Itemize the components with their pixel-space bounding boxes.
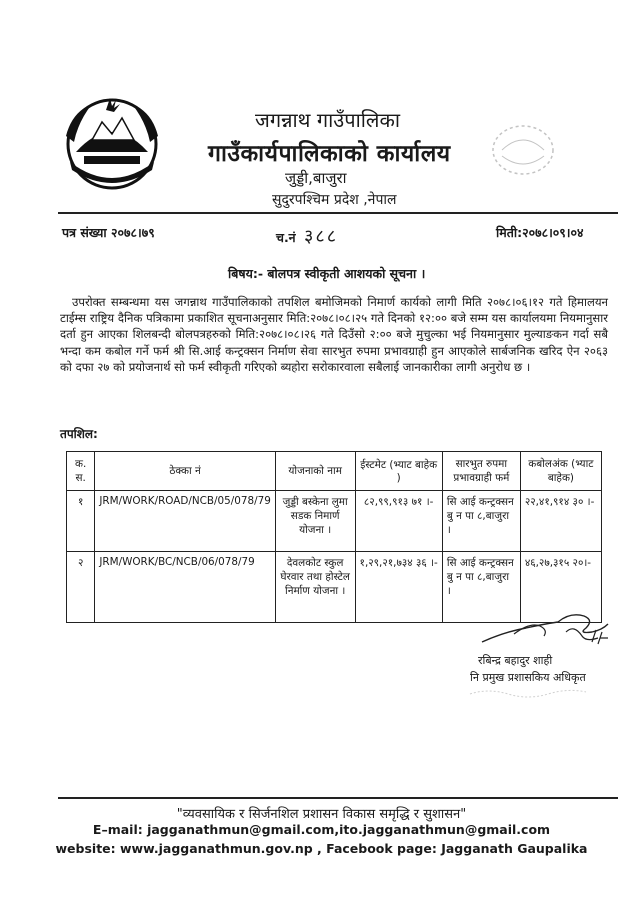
notice-body <box>60 294 608 375</box>
cell-estimate: १,२९,२१,७३४ ३६ ।- <box>355 552 442 623</box>
handwritten-signature-icon <box>474 602 614 654</box>
cell-contract-no: JRM/WORK/ROAD/NCB/05/078/79 <box>95 491 276 552</box>
letter-number: पत्र संख्या २०७८।७९ <box>62 225 155 240</box>
signatory-name: रबिन्द्र बहादुर शाही <box>478 654 553 667</box>
table-row <box>67 491 602 552</box>
faded-stamp-icon <box>488 120 558 180</box>
faded-stamp-icon <box>468 686 588 700</box>
header-sn: क. स. <box>67 452 95 491</box>
header-bid-amount: कबोलअंक (भ्याट बाहेक) <box>520 452 601 491</box>
dispatch-label: च.नं <box>276 230 296 245</box>
cell-firm: सि आई कन्ट्रक्सन बु न पा ८,बाजुरा । <box>442 491 520 552</box>
nepal-government-emblem-icon <box>62 92 162 192</box>
office-location: जुड्डी,बाजुरा <box>285 169 347 187</box>
footer-motto: "व्यवसायिक र सिर्जनशिल प्रशासन विकास समृद्धि र सुशासन" <box>176 807 467 822</box>
office-name: गाउँकार्यपालिकाको कार्यालय <box>208 141 451 167</box>
cell-firm: सि आई कन्ट्रक्सन बु न पा ८,बाजुरा । <box>442 552 520 623</box>
footer-divider <box>58 797 618 799</box>
header-responsive-firm: सारभुत रुपमा प्रभावग्राही फर्म <box>442 452 520 491</box>
footer-website: website: www.jagganathmun.gov.np , Facebook page: Jagganath Gaupalika <box>55 841 588 856</box>
signatory-title: नि प्रमुख प्रशासकिय अधिकृत <box>470 671 586 684</box>
dispatch-value: ३८८ <box>303 226 339 247</box>
notice-body-text: उपरोक्त सम्बन्धमा यस जगन्नाथ गाउँपालिकाको तपशिल बमोजिमको निमार्ण कार्यको लागी मिति २०७८।०६।१२ गते हिमालयन टाईम्स राष्ट्रिय दैनिक पत्रिकामा प्रकाशित सूचनाअनुसार मिति:२०७८।०८।२५ गते दिनको १२:०० बजे सम्म यस कार्यालयमा नियमानुसार दर्ता हुन आएका शिलबन्दी बोलपत्रहरुको मिति:२०७८।०८।२६ गते दिउँसो २:०० बजे मुचुल्का भई नियमानुसार मुल्याङकन गर्दा सबै भन्दा कम कबोल गर्ने फर्म श्री सि.आई कन्ट्रक्सन निर्माण सेवा सारभुत रुपमा प्रभावग्राही हुन आएकोले सार्बजनिक खरिद ऐन २०६३ को दफा २७ को प्रयोजनार्थ सो फर्म स्वीकृती गरिएको ब्यहोरा सरोकारवाला सबैलाई जानकारीका लागी अनुरोध छ । <box>60 295 608 374</box>
letter-date: मिती:२०७८।०९।०४ <box>496 225 584 240</box>
municipality-name: जगन्नाथ गाउँपालिका <box>255 108 401 132</box>
cell-project-name: जुड्डी बस्केना लुमा सडक निमार्ण योजना । <box>275 491 355 552</box>
footer-email: E–mail: jagganathmun@gmail.com,ito.jagganathmun@gmail.com <box>92 822 551 837</box>
dispatch-number <box>276 224 338 248</box>
bid-table <box>66 451 602 623</box>
header-contract-no: ठेक्का नं <box>95 452 276 491</box>
cell-bid-amount: ४६,२७,३१५ २०।- <box>520 552 601 623</box>
table-header-row <box>67 452 602 491</box>
province-country: सुदुरपश्चिम प्रदेश ,नेपाल <box>272 192 397 208</box>
cell-bid-amount: २२,४१,९१४ ३० ।- <box>520 491 601 552</box>
cell-sn: १ <box>67 491 95 552</box>
subject-line: बिषय:- बोलपत्र स्वीकृती आशयको सूचना । <box>228 266 426 281</box>
details-label: तपशिल: <box>60 427 98 441</box>
cell-sn: २ <box>67 552 95 623</box>
cell-estimate: ८२,९९,९१३ ७१ ।- <box>355 491 442 552</box>
cell-project-name: देवलकोट स्कुल घेरवार तथा होस्टेल निर्माण योजना । <box>275 552 355 623</box>
header-estimate: ईस्टमेट (भ्याट बाहेक ) <box>355 452 442 491</box>
header-project-name: योजनाको नाम <box>275 452 355 491</box>
header-divider <box>58 212 618 214</box>
cell-contract-no: JRM/WORK/BC/NCB/06/078/79 <box>95 552 276 623</box>
